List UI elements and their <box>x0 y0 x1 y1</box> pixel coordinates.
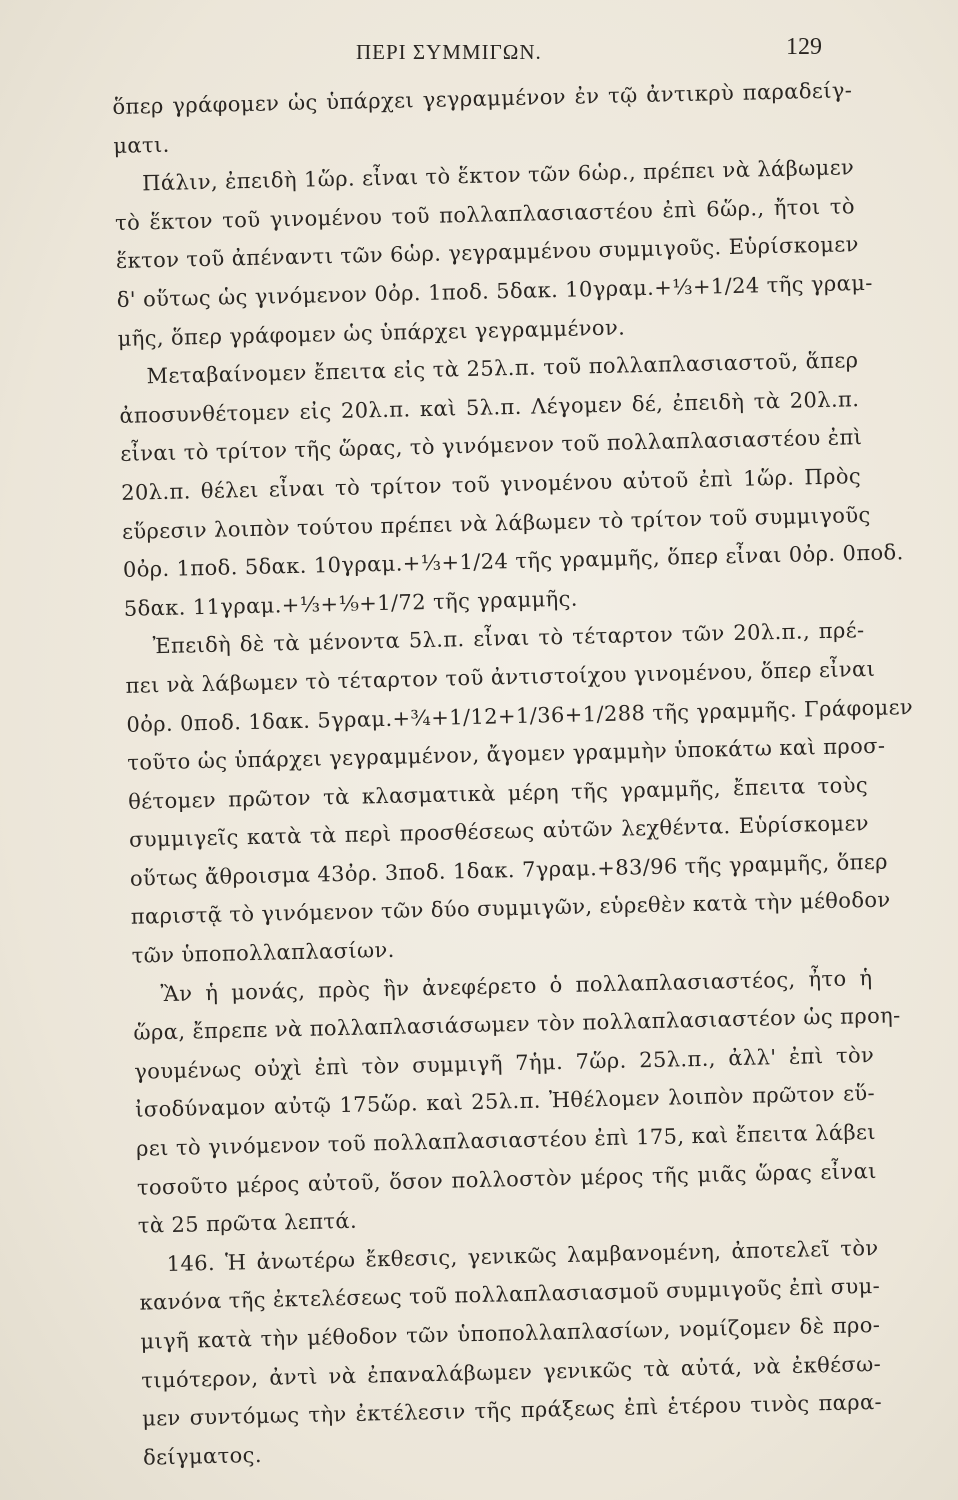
text-line: θέτομεν πρῶτον τὰ κλασματικὰ μέρη τῆς γραμμῆς, ἔπειτα τοὺς <box>127 772 869 814</box>
text-line: ὅπερ γράφομεν ὡς ὑπάρχει γεγραμμένον ἐν τῷ ἀντικρὺ παραδείγ- <box>112 78 853 119</box>
paragraph-start-line: Ἐπειδὴ δὲ τὰ μένοντα 5λ.π. εἶναι τὸ τέταρτον τῶν 20λ.π., πρέ- <box>152 618 865 659</box>
text-line: γουμένως οὐχὶ ἐπὶ τὸν συμμιγῆ 7ἡμ. 7ὥρ. 25λ.π., ἀλλ' ἐπὶ τὸν <box>134 1042 875 1084</box>
text-line: 0ὀρ. 0ποδ. 1δακ. 5γραμ.+¾+1/12+1/36+1/288 τῆς γραμμῆς. Γράφομεν <box>126 694 914 737</box>
page-number: 129 <box>786 34 822 60</box>
running-title: ΠΕΡΙ ΣΥΜΜΙΓΩΝ. <box>356 40 542 64</box>
text-line: τιμότερον, ἀντὶ νὰ ἐπαναλάβωμεν γενικῶς τὰ αὐτά, νὰ ἐκθέσω- <box>141 1351 882 1393</box>
text-line: ματι. <box>113 132 170 158</box>
text-line: τοσοῦτο μέρος αὐτοῦ, ὅσον πολλοστὸν μέρος τῆς μιᾶς ὥρας εἶναι <box>136 1158 878 1200</box>
text-line: τῶν ὑποπολλαπλασίων. <box>131 937 395 968</box>
text-line: ἰσοδύναμον αὐτῷ 175ὥρ. καὶ 25λ.π. Ἠθέλομεν λοιπὸν πρῶτον εὕ- <box>134 1081 876 1123</box>
text-line: ἀποσυνθέτομεν εἰς 20λ.π. καὶ 5λ.π. Λέγομεν δέ, ἐπειδὴ τὰ 20λ.π. <box>119 386 860 428</box>
text-line: δ' οὕτως ὡς γινόμενον 0ὀρ. 1ποδ. 5δακ. 10γραμ.+⅓+1/24 τῆς γραμ- <box>116 270 874 312</box>
text-line: κανόνα τῆς ἐκτελέσεως τοῦ πολλαπλασιασμοῦ συμμιγοῦς ἐπὶ συμ- <box>139 1274 881 1316</box>
text-line: παριστᾷ τὸ γινόμενον τῶν δύο συμμιγῶν, εὑρεθὲν κατὰ τὴν μέθοδον <box>130 888 891 930</box>
text-line: πει νὰ λάβωμεν τὸ τέταρτον τοῦ ἀντιστοίχου γινομένου, ὅπερ εἶναι <box>125 656 876 698</box>
body-text <box>112 71 914 1477</box>
text-line: τὰ 25 πρῶτα λεπτά. <box>137 1208 358 1238</box>
text-line: συμμιγεῖς κατὰ τὰ περὶ προσθέσεως αὐτῶν λεχθέντα. Εὑρίσκομεν <box>128 811 870 853</box>
text-line: μιγῆ κατὰ τὴν μέθοδον τῶν ὑποπολλαπλασίων, νομίζομεν δὲ προ- <box>140 1312 881 1354</box>
text-line: τὸ ἕκτον τοῦ γινομένου τοῦ πολλαπλασιαστέου ἐπὶ 6ὥρ., ἤτοι τὸ <box>114 193 856 235</box>
text-line: ὥρα, ἔπρεπε νὰ πολλαπλασιάσωμεν τὸν πολλαπλασιαστέον ὡς προη- <box>133 1003 901 1046</box>
section-146-start-line: 146. Ἡ ἀνωτέρω ἔκθεσις, γενικῶς λαμβανομένη, ἀποτελεῖ τὸν <box>166 1235 879 1276</box>
text-line: τοῦτο ὡς ὑπάρχει γεγραμμένον, ἄγομεν γραμμὴν ὑποκάτω καὶ προσ- <box>127 733 886 775</box>
text-line: 0ὀρ. 1ποδ. 5δακ. 10γραμ.+⅓+1/24 τῆς γραμμῆς, ὅπερ εἶναι 0ὀρ. 0ποδ. <box>122 540 904 582</box>
text-line: 20λ.π. θέλει εἶναι τὸ τρίτον τοῦ γινομένου αὐτοῦ ἐπὶ 1ὥρ. Πρὸς <box>120 464 862 505</box>
text-line: οὕτως ἄθροισμα 43ὀρ. 3ποδ. 1δακ. 7γραμ.+83/96 τῆς γραμμῆς, ὅπερ <box>129 849 889 891</box>
paragraph-start-line: Ἂν ἡ μονάς, πρὸς ἣν ἀνεφέρετο ὁ πολλαπλασιαστέος, ἦτο ἡ <box>160 965 873 1006</box>
text-line: δείγματος. <box>142 1442 263 1470</box>
text-line: ἕκτον τοῦ ἀπέναντι τῶν 6ὡρ. γεγραμμένου συμμιγοῦς. Εὑρίσκομεν <box>115 232 859 274</box>
text-line: μεν συντόμως τὴν ἐκτέλεσιν τῆς πράξεως ἐπὶ ἑτέρου τινὸς παρα- <box>141 1390 883 1431</box>
paragraph-start-line: Πάλιν, ἐπειδὴ 1ὥρ. εἶναι τὸ ἕκτον τῶν 6ὡρ., πρέπει νὰ λάβωμεν <box>141 155 855 196</box>
page-header <box>0 34 958 74</box>
text-line: μῆς, ὅπερ γράφομεν ὡς ὑπάρχει γεγραμμένον. <box>117 314 626 351</box>
paragraph-start-line: Μεταβαίνομεν ἔπειτα εἰς τὰ 25λ.π. τοῦ πολλαπλασιαστοῦ, ἅπερ <box>146 348 859 389</box>
text-line: ρει τὸ γινόμενον τοῦ πολλαπλασιαστέου ἐπὶ 175, καὶ ἔπειτα λάβει <box>135 1119 877 1161</box>
text-line: εἶναι τὸ τρίτον τῆς ὥρας, τὸ γινόμενον τοῦ πολλαπλασιαστέου ἐπὶ <box>120 425 863 467</box>
text-line: 5δακ. 11γραμ.+⅓+⅑+1/72 τῆς γραμμῆς. <box>123 586 579 621</box>
text-line: εὕρεσιν λοιπὸν τούτου πρέπει νὰ λάβωμεν τὸ τρίτον τοῦ συμμιγοῦς <box>121 502 871 544</box>
